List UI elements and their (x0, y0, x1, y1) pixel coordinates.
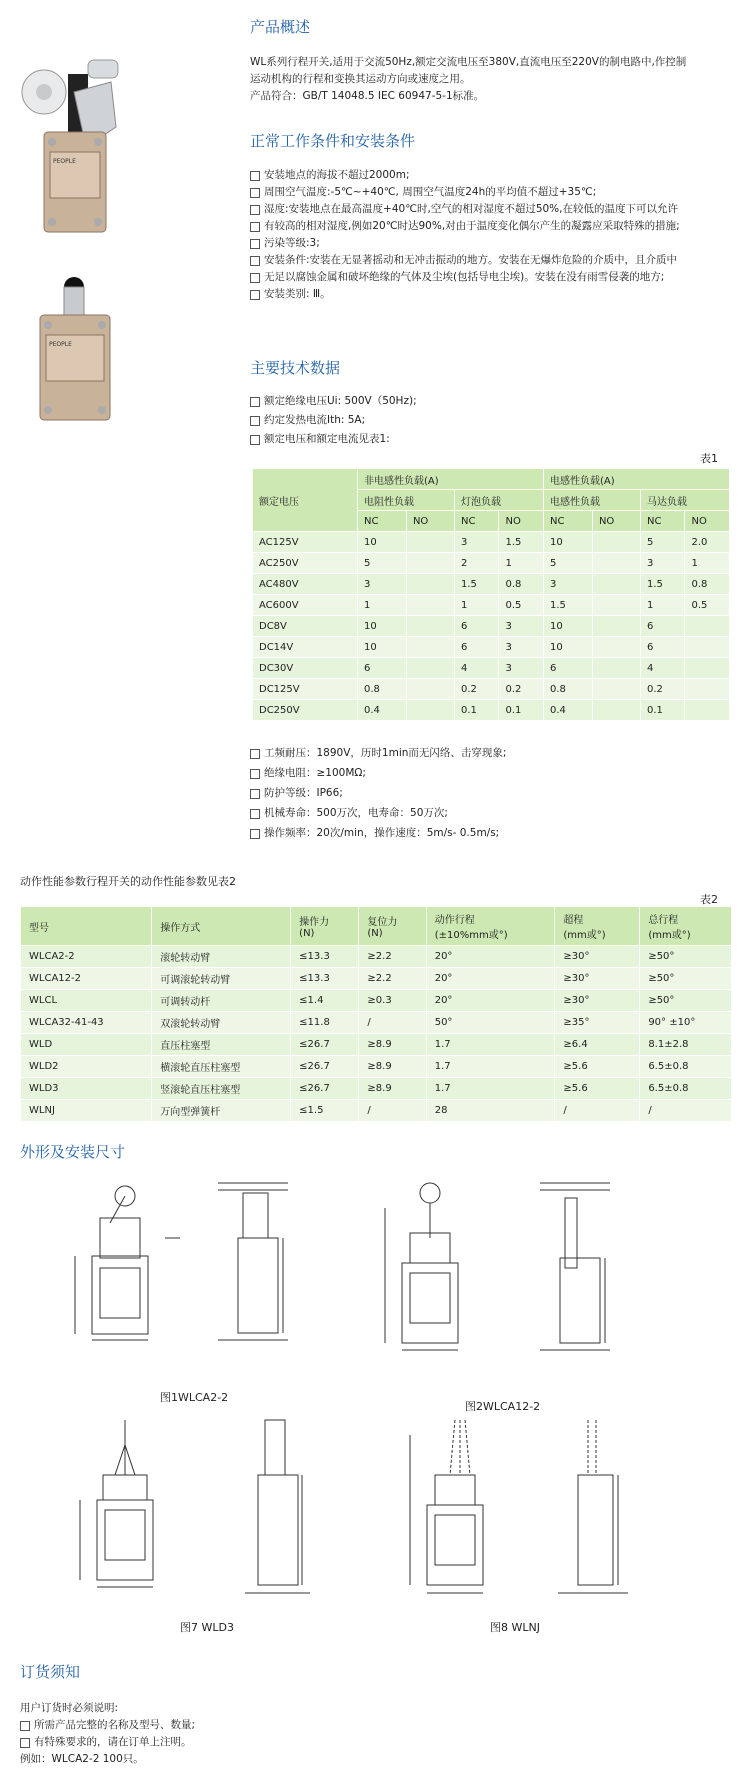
table-cell: DC30V (253, 658, 358, 679)
action-table (20, 906, 732, 1122)
overview-text (250, 54, 730, 105)
column-header: 型号 (21, 907, 152, 946)
table-cell: 3 (543, 574, 592, 595)
table-cell: 0.4 (543, 700, 592, 721)
table-cell: DC250V (253, 700, 358, 721)
table-cell: 0.1 (640, 700, 685, 721)
table-cell: WLCL (21, 990, 152, 1012)
table-cell: WLNJ (21, 1100, 152, 1122)
table-cell: 20° (426, 946, 555, 968)
order-title: 订货须知 (20, 1663, 81, 1681)
header-nc: NC (358, 511, 407, 532)
list-item: 安装条件:安装在无显著摇动和无冲击振动的地方。安装在无爆炸危险的介质中，且介质中 (250, 252, 730, 269)
table-cell: AC600V (253, 595, 358, 616)
table-cell: AC480V (253, 574, 358, 595)
table2-label: 表2 (700, 893, 718, 906)
table-cell: AC125V (253, 532, 358, 553)
table-cell: 2 (454, 553, 499, 574)
table-cell (406, 700, 454, 721)
table-cell: ≤26.7 (291, 1078, 359, 1100)
overview-line: 运动机构的行程和变换其运动方向或速度之用。 (250, 73, 471, 85)
table-cell (592, 553, 640, 574)
header-no: NO (499, 511, 544, 532)
list-item: 额定绝缘电压Ui: 500V（50Hz); (250, 393, 730, 410)
table-cell: 6 (358, 658, 407, 679)
table-cell: 可调转动杆 (152, 990, 291, 1012)
order-example: 例如：WLCA2-2 100只。 (20, 1753, 144, 1765)
drawing-wld3-front (75, 1415, 185, 1605)
table-cell: 6 (454, 616, 499, 637)
column-header: 超程 (mm或°) (555, 907, 640, 946)
product-photo-plunger (34, 275, 129, 425)
list-item: 安装类别: Ⅲ。 (250, 286, 730, 303)
list-item: 所需产品完整的名称及型号、数量; (20, 1717, 195, 1734)
table-cell: 0.1 (454, 700, 499, 721)
drawing-wlca2-2-side (208, 1178, 318, 1348)
table-cell: ≥8.9 (359, 1034, 426, 1056)
table-cell: 3 (499, 658, 544, 679)
table-cell: 5 (640, 532, 685, 553)
table-row (253, 574, 730, 595)
column-header: 动作行程 (±10%mm或°) (426, 907, 555, 946)
table-cell (592, 658, 640, 679)
table-row (21, 1100, 732, 1122)
table-cell: ≤26.7 (291, 1056, 359, 1078)
drawing-wlnj-side (548, 1415, 658, 1605)
table-cell: WLD (21, 1034, 152, 1056)
overview-line: WL系列行程开关,适用于交流50Hz,额定交流电压至380V,直流电压至220V的制电路中,作控制 (250, 56, 687, 68)
table-cell: 10 (543, 616, 592, 637)
table-cell: 3 (640, 553, 685, 574)
table-cell: 1 (685, 553, 730, 574)
list-item: 安装地点的海拔不超过2000m; (250, 167, 730, 184)
list-item-continued: 无足以腐蚀金属和破坏绝缘的气体及尘埃(包括导电尘埃)。安装在没有雨雪侵袭的地方; (250, 269, 730, 286)
table-row (253, 700, 730, 721)
table-cell: 1 (640, 595, 685, 616)
table-cell (592, 700, 640, 721)
header-noninductive: 非电感性负载(A) (358, 469, 544, 490)
table-cell (592, 532, 640, 553)
fig8-label: 图8 WLNJ (490, 1621, 540, 1634)
table-cell: 4 (454, 658, 499, 679)
table-cell: 8.1±2.8 (640, 1034, 732, 1056)
table-cell: 0.2 (454, 679, 499, 700)
list-item: 机械寿命：500万次，电寿命：50万次; (250, 805, 730, 822)
tech-list (250, 393, 730, 448)
table-cell: ≥6.4 (555, 1034, 640, 1056)
table-cell (592, 595, 640, 616)
table-cell: 1.7 (426, 1034, 555, 1056)
list-item: 周围空气温度:-5℃~+40℃, 周围空气温度24h的平均值不超过+35℃; (250, 184, 730, 201)
table-cell (685, 637, 730, 658)
list-item-continued: 有较高的相对湿度,例如20℃时达90%,对由于温度变化偶尔产生的凝露应采取特殊的措施; (250, 218, 730, 235)
table-cell: 0.4 (358, 700, 407, 721)
table-row (253, 679, 730, 700)
table-cell: DC125V (253, 679, 358, 700)
header-motor: 马达负载 (640, 490, 729, 511)
table-cell: ≥8.9 (359, 1078, 426, 1100)
table-row (253, 616, 730, 637)
drawing-wlca12-2-front (380, 1178, 490, 1358)
header-resistive: 电阻性负载 (358, 490, 455, 511)
table-cell: 10 (543, 532, 592, 553)
table-cell (592, 679, 640, 700)
list-item: 绝缘电阻：≥100MΩ; (250, 765, 730, 782)
table-cell: WLD3 (21, 1078, 152, 1100)
drawing-wlca2-2-front (70, 1178, 190, 1348)
photo-brand-text: PEOPLE (53, 158, 76, 165)
header-voltage: 额定电压 (253, 469, 358, 532)
fig1-label: 图1WLCA2-2 (160, 1391, 229, 1404)
table-cell: ≥5.6 (555, 1078, 640, 1100)
table-cell (685, 700, 730, 721)
list-item: 约定发热电流Ith: 5A; (250, 412, 730, 429)
header-nc: NC (543, 511, 592, 532)
header-inductive2: 电感性负载 (543, 490, 640, 511)
table-cell: 1.5 (640, 574, 685, 595)
table-row (21, 1012, 732, 1034)
header-no: NO (685, 511, 730, 532)
table-cell: ≥5.6 (555, 1056, 640, 1078)
table-cell: 6 (543, 658, 592, 679)
header-no: NO (406, 511, 454, 532)
table-cell: 0.8 (685, 574, 730, 595)
table-cell: ≥35° (555, 1012, 640, 1034)
table-cell: ≥50° (640, 990, 732, 1012)
table-cell: 0.2 (640, 679, 685, 700)
table-cell: ≥30° (555, 946, 640, 968)
table-cell (685, 679, 730, 700)
table-cell: 10 (543, 637, 592, 658)
table-cell: 1.7 (426, 1078, 555, 1100)
table-cell (592, 574, 640, 595)
table-row (21, 1034, 732, 1056)
column-header: 复位力 (N) (359, 907, 426, 946)
table-row (253, 637, 730, 658)
conditions-list (250, 167, 730, 303)
table-cell: ≥2.2 (359, 968, 426, 990)
table-cell: 10 (358, 532, 407, 553)
table-cell: ≥8.9 (359, 1056, 426, 1078)
table-cell: 0.8 (358, 679, 407, 700)
table-cell: / (640, 1100, 732, 1122)
table-cell (406, 553, 454, 574)
table-cell: 横滚轮直压柱塞型 (152, 1056, 291, 1078)
table-cell (406, 679, 454, 700)
list-item: 操作频率：20次/min，操作速度：5m/s- 0.5m/s; (250, 825, 730, 842)
table-cell: 万向型弹簧杆 (152, 1100, 291, 1122)
table-cell: 6.5±0.8 (640, 1078, 732, 1100)
table-cell: 50° (426, 1012, 555, 1034)
table-row (253, 532, 730, 553)
rating-table (252, 468, 730, 721)
table-cell (685, 658, 730, 679)
header-lamp: 灯泡负载 (454, 490, 543, 511)
table-cell: 1.5 (499, 532, 544, 553)
table-cell: 0.8 (499, 574, 544, 595)
table-cell: 1.5 (454, 574, 499, 595)
overview-line: 产品符合：GB/T 14048.5 IEC 60947-5-1标准。 (250, 90, 485, 102)
table-cell (406, 532, 454, 553)
table-row (253, 658, 730, 679)
table-cell: 1.7 (426, 1056, 555, 1078)
table-cell: 竖滚轮直压柱塞型 (152, 1078, 291, 1100)
column-header: 操作方式 (152, 907, 291, 946)
table-cell: 0.5 (685, 595, 730, 616)
table-cell: 0.1 (499, 700, 544, 721)
table-cell: 0.5 (499, 595, 544, 616)
table-cell: ≤26.7 (291, 1034, 359, 1056)
table-cell: 6 (640, 637, 685, 658)
table-cell: ≥0.3 (359, 990, 426, 1012)
drawing-wld3-side (230, 1415, 340, 1605)
table-cell: 6 (640, 616, 685, 637)
header-inductive: 电感性负载(A) (543, 469, 729, 490)
table-cell: 滚轮转动臂 (152, 946, 291, 968)
photo2-brand-text: PEOPLE (49, 341, 72, 348)
product-photo-roller-lever (16, 52, 126, 237)
table-cell: AC250V (253, 553, 358, 574)
table-cell: WLCA32-41-43 (21, 1012, 152, 1034)
table-cell: WLCA2-2 (21, 946, 152, 968)
table-cell: 6 (454, 637, 499, 658)
table-cell: 3 (499, 637, 544, 658)
header-nc: NC (640, 511, 685, 532)
tech-title: 主要技术数据 (250, 359, 341, 377)
table-cell (406, 616, 454, 637)
list-item: 防护等级：IP66; (250, 785, 730, 802)
table-row (21, 990, 732, 1012)
table-cell (406, 637, 454, 658)
table-cell: 1 (358, 595, 407, 616)
dimensions-title: 外形及安装尺寸 (20, 1143, 126, 1161)
list-item: 工频耐压：1890V，历时1min而无闪络、击穿现象; (250, 745, 730, 762)
header-nc: NC (454, 511, 499, 532)
table-cell: / (359, 1012, 426, 1034)
table-cell: 10 (358, 637, 407, 658)
table-row (21, 946, 732, 968)
table1-label: 表1 (700, 452, 718, 465)
table-cell: 双滚轮转动臂 (152, 1012, 291, 1034)
table-cell: ≤13.3 (291, 968, 359, 990)
table-row (253, 553, 730, 574)
table-cell: ≥50° (640, 946, 732, 968)
table-cell (685, 616, 730, 637)
table-cell: 可调滚轮转动臂 (152, 968, 291, 990)
table-cell: ≥30° (555, 968, 640, 990)
column-header: 总行程 (mm或°) (640, 907, 732, 946)
table-cell: ≥2.2 (359, 946, 426, 968)
table-row (21, 1078, 732, 1100)
table-cell: 3 (358, 574, 407, 595)
header-no: NO (592, 511, 640, 532)
table-cell: ≤1.4 (291, 990, 359, 1012)
table-cell: DC14V (253, 637, 358, 658)
table-cell: DC8V (253, 616, 358, 637)
drawing-wlca12-2-side (530, 1178, 640, 1358)
list-item: 有特殊要求的，请在订单上注明。 (20, 1734, 195, 1751)
table-cell: 3 (499, 616, 544, 637)
table-cell: 0.2 (499, 679, 544, 700)
table-cell: 20° (426, 968, 555, 990)
table-cell: ≥50° (640, 968, 732, 990)
table-cell: 直压柱塞型 (152, 1034, 291, 1056)
table-cell: ≥30° (555, 990, 640, 1012)
overview-title: 产品概述 (250, 18, 311, 36)
table-row (253, 595, 730, 616)
table-cell: ≤13.3 (291, 946, 359, 968)
table-cell: 10 (358, 616, 407, 637)
table-cell: 2.0 (685, 532, 730, 553)
table-cell: ≤1.5 (291, 1100, 359, 1122)
table-cell: 1 (499, 553, 544, 574)
drawing-wlnj-front (405, 1415, 515, 1605)
table-cell: 5 (358, 553, 407, 574)
action-caption: 动作性能参数行程开关的动作性能参数见表2 (20, 875, 236, 888)
table-cell: 4 (640, 658, 685, 679)
table-cell: / (555, 1100, 640, 1122)
column-header: 操作力 (N) (291, 907, 359, 946)
table-cell: 5 (543, 553, 592, 574)
order-list (20, 1717, 195, 1751)
table-cell (406, 658, 454, 679)
table-cell: 1.5 (543, 595, 592, 616)
table-cell (406, 574, 454, 595)
table-row (21, 968, 732, 990)
table-cell: 20° (426, 990, 555, 1012)
list-item: 污染等级:3; (250, 235, 730, 252)
table-cell: / (359, 1100, 426, 1122)
table-cell (406, 595, 454, 616)
fig2-label: 图2WLCA12-2 (465, 1400, 541, 1413)
table-cell: 3 (454, 532, 499, 553)
table-cell: 6.5±0.8 (640, 1056, 732, 1078)
table-cell: 1 (454, 595, 499, 616)
table-cell: 0.8 (543, 679, 592, 700)
list-item: 湿度:安装地点在最高温度+40℃时,空气的相对湿度不超过50%,在较低的温度下可以允许 (250, 201, 730, 218)
list-item: 额定电压和额定电流见表1: (250, 431, 730, 448)
table-cell: WLD2 (21, 1056, 152, 1078)
table-cell (592, 616, 640, 637)
tech-list-2 (250, 745, 730, 842)
table-cell (592, 637, 640, 658)
table-cell: 90° ±10° (640, 1012, 732, 1034)
order-intro: 用户订货时必须说明: (20, 1702, 119, 1714)
table-cell: ≤11.8 (291, 1012, 359, 1034)
table-cell: WLCA12-2 (21, 968, 152, 990)
conditions-title: 正常工作条件和安装条件 (250, 132, 416, 150)
fig7-label: 图7 WLD3 (180, 1621, 234, 1634)
table-cell: 28 (426, 1100, 555, 1122)
table-row (21, 1056, 732, 1078)
